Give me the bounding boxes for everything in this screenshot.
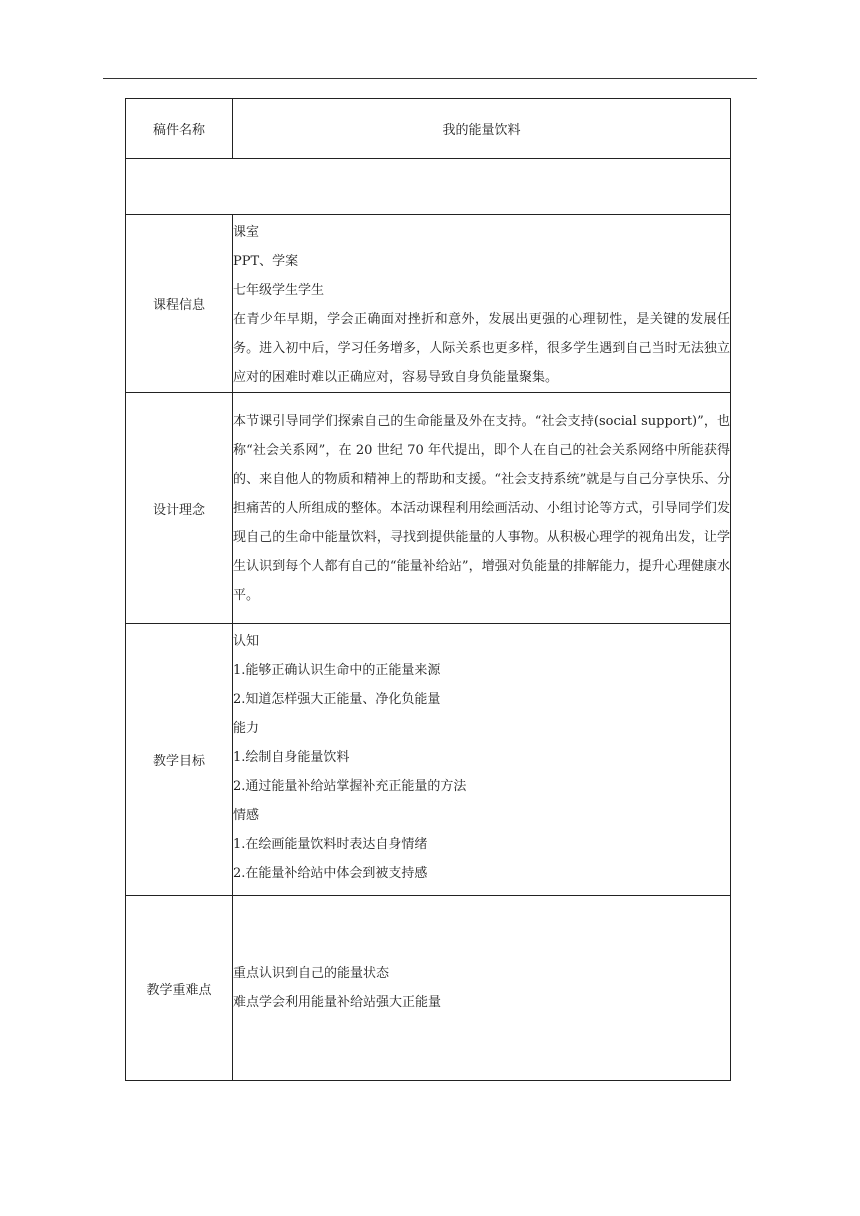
goal-line: 认知 bbox=[233, 634, 260, 649]
header-rule bbox=[103, 78, 757, 79]
goal-line: 1.绘制自身能量饮料 bbox=[233, 750, 350, 765]
label-title: 稿件名称 bbox=[126, 99, 233, 159]
key-point-line: 重点认识到自己的能量状态 bbox=[233, 966, 390, 981]
row-design bbox=[126, 393, 731, 624]
content-course-info bbox=[233, 215, 731, 393]
content-key-points bbox=[233, 896, 731, 1081]
content-goals bbox=[233, 624, 731, 896]
label-key-points: 教学重难点 bbox=[126, 896, 233, 1081]
goal-line: 2.在能量补给站中体会到被支持感 bbox=[233, 866, 428, 881]
row-goals bbox=[126, 624, 731, 896]
row-course-info bbox=[126, 215, 731, 393]
goal-line: 能力 bbox=[233, 721, 260, 736]
course-info-paragraph: 在青少年早期，学会正确面对挫折和意外，发展出更强的心理韧性，是关键的发展任务。进入初中后，学习任务增多，人际关系也更多样，很多学生遇到自己当时无法独立应对的困难时难以正确应对，容易导致自身负能量聚集。 bbox=[233, 312, 730, 385]
lesson-plan-table bbox=[125, 98, 731, 1081]
label-design: 设计理念 bbox=[126, 393, 233, 624]
goal-line: 1.在绘画能量饮料时表达自身情绪 bbox=[233, 837, 428, 852]
label-course-info: 课程信息 bbox=[126, 215, 233, 393]
label-goals: 教学目标 bbox=[126, 624, 233, 896]
goal-line: 1.能够正确认识生命中的正能量来源 bbox=[233, 663, 441, 678]
row-key-points bbox=[126, 896, 731, 1081]
empty-cell bbox=[126, 159, 731, 215]
course-info-line: 课室 bbox=[233, 225, 260, 240]
content-design bbox=[233, 393, 731, 624]
course-info-line: PPT、学案 bbox=[233, 254, 299, 269]
goal-line: 情感 bbox=[233, 808, 260, 823]
design-paragraph: 本节课引导同学们探索自己的生命能量及外在支持。“社会支持(social support)”，也称“社会关系网”，在 20 世纪 70 年代提出，即个人在自己的社会关系网络中所能获得的、来自他人的物质和精神上的帮助和支援。“社会支持系统”就是与自己分享快乐、分担痛苦的人所组成的整体。本活动课程利用绘画活动、小组讨论等方式，引导同学们发现自己的生命中能量饮料，寻找到提供能量的人事物。从积极心理学的视角出发，让学生认识到每个人都有自己的“能量补给站”，增强对负能量的排解能力，提升心理健康水平。 bbox=[233, 413, 730, 603]
key-point-line: 难点学会利用能量补给站强大正能量 bbox=[233, 995, 442, 1010]
row-empty bbox=[126, 159, 731, 215]
course-info-line: 七年级学生学生 bbox=[233, 283, 325, 298]
row-title bbox=[126, 99, 731, 159]
value-title: 我的能量饮料 bbox=[233, 99, 731, 159]
goal-line: 2.通过能量补给站掌握补充正能量的方法 bbox=[233, 779, 467, 794]
goal-line: 2.知道怎样强大正能量、净化负能量 bbox=[233, 692, 441, 707]
